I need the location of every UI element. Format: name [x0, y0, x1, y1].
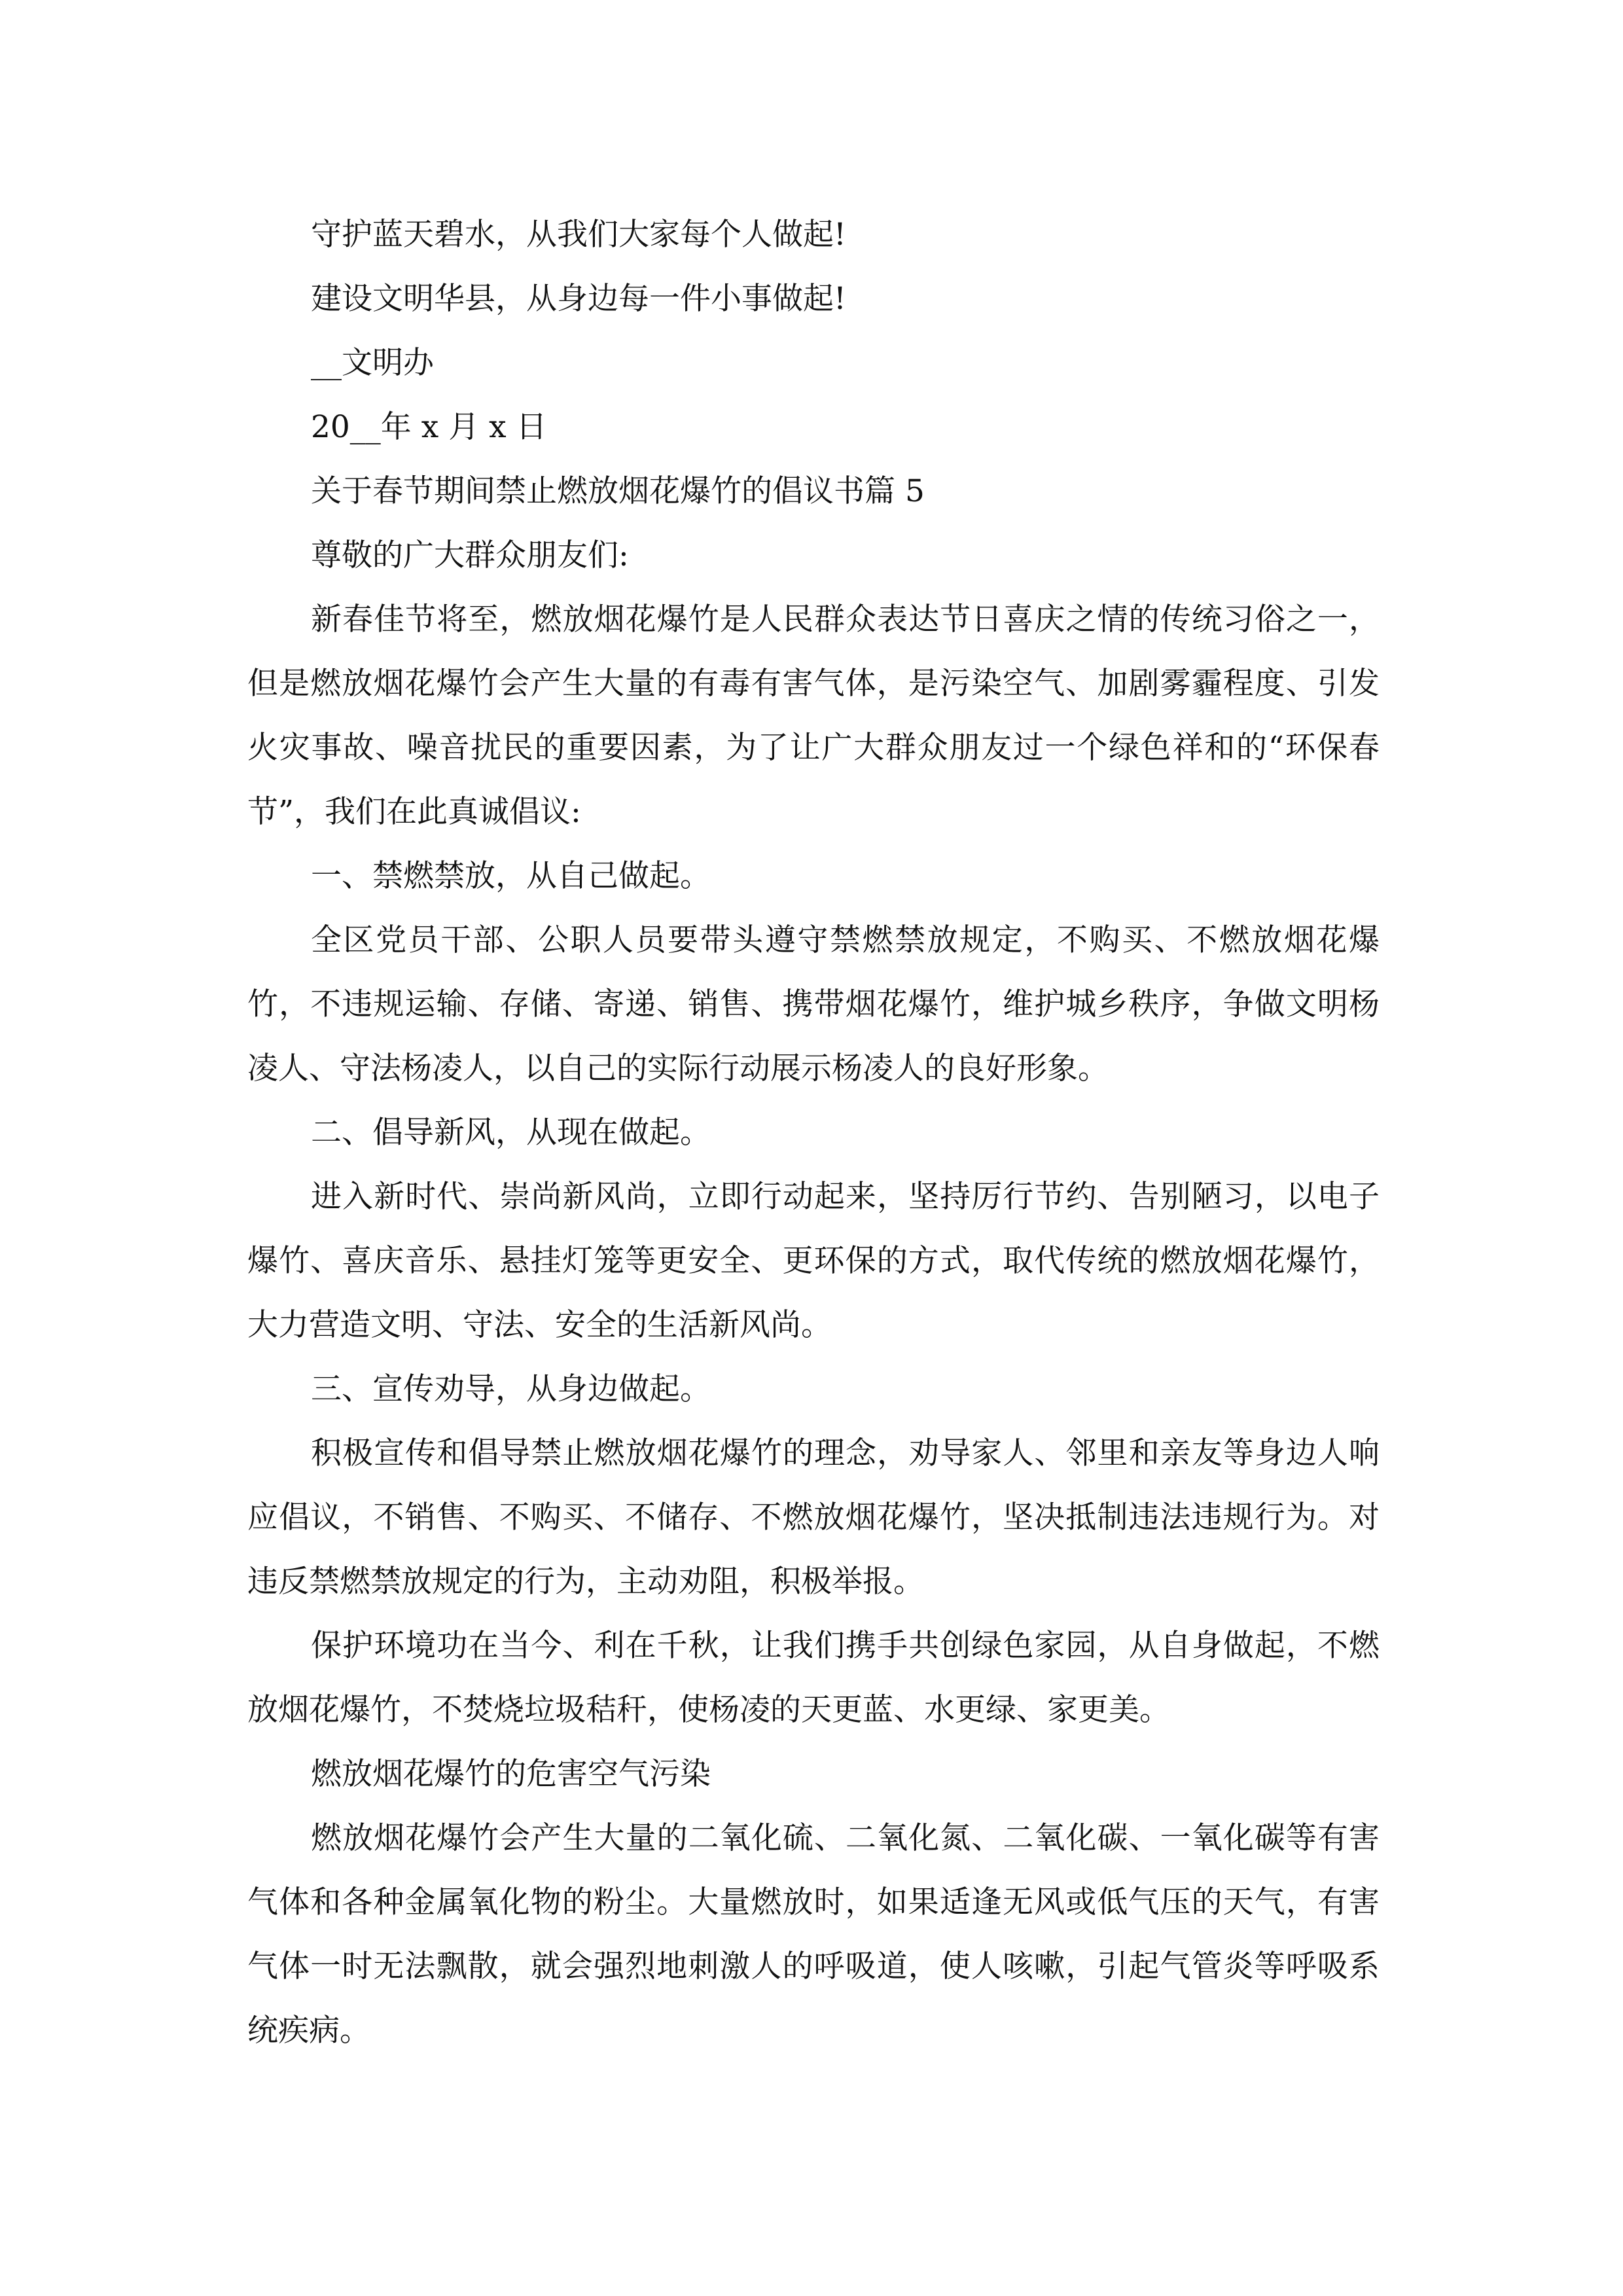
signature-office: __文明办	[311, 345, 434, 381]
salutation: 尊敬的广大群众朋友们:	[311, 537, 629, 573]
document-body	[247, 203, 1380, 2063]
slogan-line-1: 守护蓝天碧水，从我们大家每个人做起!	[311, 217, 846, 253]
paragraph-one: 全区党员干部、公职人员要带头遵守禁燃禁放规定，不购买、不燃放烟花爆竹，不违规运输、存储、寄递、销售、携带烟花爆竹，维护城乡秩序，争做文明杨凌人、守法杨凌人，以自己的实际行动展示杨凌人的良好形象。	[247, 922, 1380, 1086]
intro-paragraph: 新春佳节将至，燃放烟花爆竹是人民群众表达节日喜庆之情的传统习俗之一，但是燃放烟花爆竹会产生大量的有毒有害气体，是污染空气、加剧雾霾程度、引发火灾事故、噪音扰民的重要因素，为了让广大群众朋友过一个绿色祥和的“环保春节”，我们在此真诚倡议:	[247, 601, 1380, 830]
hazard-heading: 燃放烟花爆竹的危害空气污染	[311, 1756, 711, 1792]
section-title: 关于春节期间禁止燃放烟花爆竹的倡议书篇 5	[311, 473, 925, 509]
closing-paragraph: 保护环境功在当今、利在千秋，让我们携手共创绿色家园，从自身做起，不燃放烟花爆竹，不焚烧垃圾秸秆，使杨凌的天更蓝、水更绿、家更美。	[247, 1628, 1380, 1728]
heading-one: 一、禁燃禁放，从自己做起。	[311, 858, 711, 894]
heading-three: 三、宣传劝导，从身边做起。	[311, 1371, 711, 1407]
paragraph-two: 进入新时代、崇尚新风尚，立即行动起来，坚持厉行节约、告别陋习，以电子爆竹、喜庆音乐、悬挂灯笼等更安全、更环保的方式，取代传统的燃放烟花爆竹，大力营造文明、守法、安全的生活新风尚。	[247, 1179, 1380, 1343]
hazard-paragraph: 燃放烟花爆竹会产生大量的二氧化硫、二氧化氮、二氧化碳、一氧化碳等有害气体和各种金属氧化物的粉尘。大量燃放时，如果适逢无风或低气压的天气，有害气体一时无法飘散，就会强烈地刺激人的呼吸道，使人咳嗽，引起气管炎等呼吸系统疾病。	[247, 1820, 1380, 2049]
slogan-line-2: 建设文明华县，从身边每一件小事做起!	[311, 281, 846, 317]
paragraph-three: 积极宣传和倡导禁止燃放烟花爆竹的理念，劝导家人、邻里和亲友等身边人响应倡议，不销售、不购买、不储存、不燃放烟花爆竹，坚决抵制违法违规行为。对违反禁燃禁放规定的行为，主动劝阻，积极举报。	[247, 1435, 1380, 1600]
signature-date: 20__年 x 月 x 日	[311, 409, 547, 445]
heading-two: 二、倡导新风，从现在做起。	[311, 1115, 711, 1151]
